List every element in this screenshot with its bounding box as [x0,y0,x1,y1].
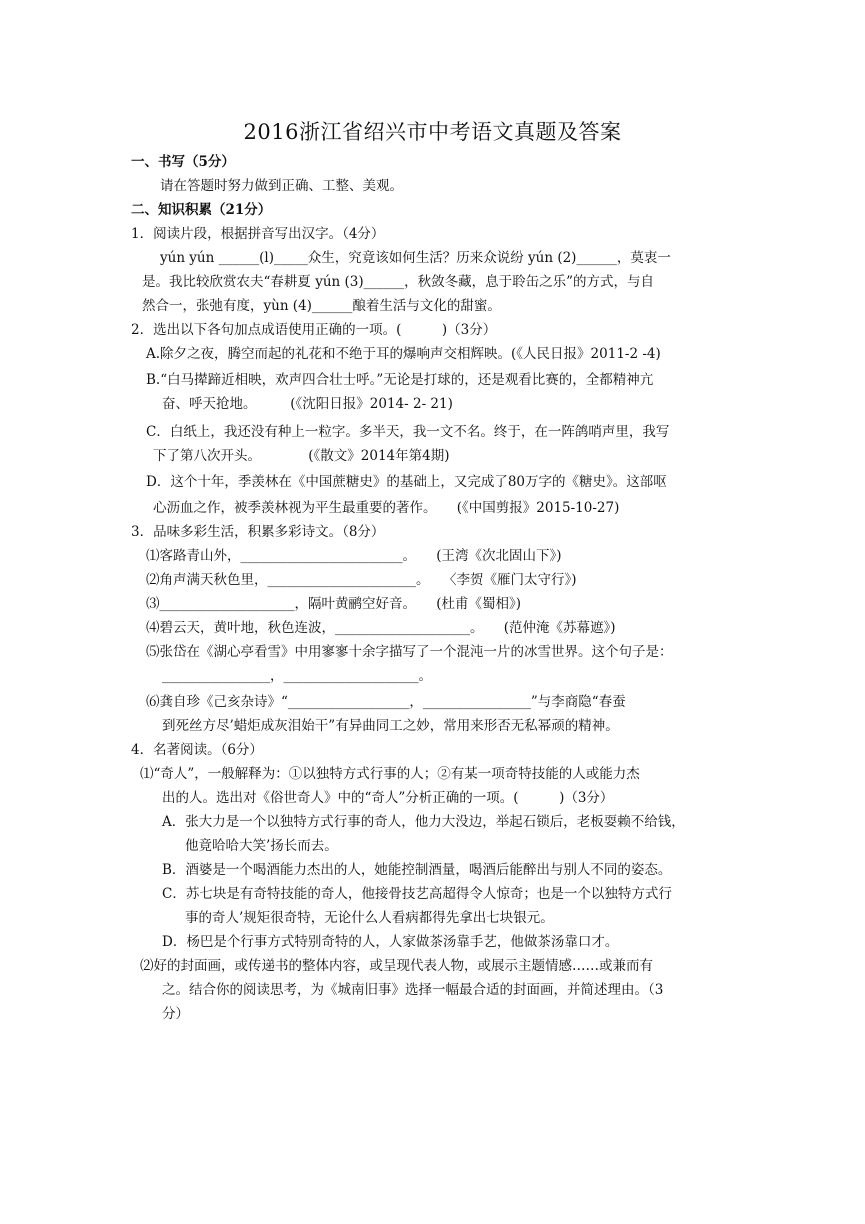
text-line: C．苏七块是有奇特技能的奇人，他接骨技艺高超得令人惊奇；也是一个以独特方式行 [162,886,672,902]
text-line: 二、知识积累（21分） [131,202,272,218]
text-line: ⑹龚自珍《己亥杂诗》“__________________，________________”与李商隐“春蚕 [146,694,626,710]
text-line: A.除夕之夜，腾空而起的礼花和不绝于耳的爆响声交相辉映。(《人民日报》2011-2 -4) [146,346,661,362]
text-line: 下了第八次开头。 (《散文》2014年第4期) [153,448,450,464]
text-line: ⑶____________________，隔叶黄鹂空好音。 (杜甫《蜀相》) [146,596,522,612]
text-line: 一、书写（5分） [131,154,235,170]
text-line: ________________，____________________。 [162,668,432,684]
text-line: 是。我比较欣赏农夫“春耕夏 yún (3)______，秋敛冬藏，息于聆缶之乐”的方式，与自 [142,274,655,290]
text-line: 请在答题时努力做到正确、工整、美观。 [160,178,403,194]
text-line: 分） [162,1006,189,1022]
text-line: 心沥血之作，被季羡林视为平生最重要的著作。 (《中国剪报》2015-10-27) [153,500,620,516]
text-line: D．这个十年，季羡林在《中国蔗糖史》的基础上，又完成了80万字的《糖史》。这部呕 [146,474,667,490]
text-line: 3．品味多彩生活，积累多彩诗文。（8分） [131,524,385,540]
text-line: 2．选出以下各句加点成语使用正确的一项。( )（3分） [131,322,497,338]
text-line: 奋、呼天抢地。 (《沈阳日报》2014- 2- 21) [162,396,453,412]
text-line: ⑵好的封面画，或传递书的整体内容，或呈现代表人物，或展示主题情感……或兼而有 [140,958,653,974]
text-line: ⑴客路青山外，________________________。 (王湾《次北固山下》) [146,548,562,564]
text-line: D．杨巴是个行事方式特别奇特的人，人家做茶汤靠手艺，他做茶汤靠口才。 [162,934,619,950]
text-line: A．张大力是一个以独特方式行事的奇人，他力大没边，举起石锁后，老板耍赖不给钱， [162,814,685,830]
text-line: ⑷碧云天，黄叶地，秋色连波，____________________。 (范仲淹《苏幕遮》) [146,620,616,636]
text-line: 事的奇人’规矩很奇特，无论什么人看病都得先拿出七块银元。 [185,910,554,926]
text-line: 1．阅读片段，根据拼音写出汉字。（4分） [131,226,385,242]
text-line: ⑸张岱在《湖心亭看雪》中用寥寥十余字描写了一个混沌一片的冰雪世界。这个句子是： [146,644,673,660]
text-line: 他竟哈哈大笑’扬长而去。 [185,838,338,854]
text-line: C．白纸上，我还没有种上一粒字。多半天，我一文不名。终于，在一阵鸽哨声里，我写 [146,424,670,440]
text-line: ⑴“奇人”，一般解释为：①以独特方式行事的人；②有某一项奇特技能的人或能力杰 [140,766,640,782]
text-line: 之。结合你的阅读思考，为《城南旧事》选择一幅最合适的封面画，并简述理由。（3 [162,982,664,998]
page-title: 2016浙江省绍兴市中考语文真题及答案 [243,120,622,144]
text-line: B.“白马撵蹄近相映，欢声四合壮士呼。”无论是打球的，还是观看比赛的，全都精神亢 [146,372,654,388]
text-line: yún yún ______(l)_____众生，究竟该如何生活？历来众说纷 yún (2)______，莫衷一 [160,250,671,266]
text-line: ⑵角声满天秋色里，______________________。 〈李贺《雁门太守行》) [146,572,577,588]
text-line: 然合一，张弛有度，yùn (4)______酿着生活与文化的甜蜜。 [142,298,501,314]
text-line: B．酒婆是一个喝酒能力杰出的人，她能控制酒量，喝酒后能醉出与别人不同的姿态。 [162,862,672,878]
text-line: 到死丝方尽’蜡炬成灰泪始干”有异曲同工之妙，常用来形否无私幂顽的精神。 [162,718,619,734]
text-line: 4．名著阅读。（6分） [131,742,263,758]
text-line: 出的人。选出对《俗世奇人》中的“奇人”分析正确的一项。( )（3分） [162,790,614,806]
